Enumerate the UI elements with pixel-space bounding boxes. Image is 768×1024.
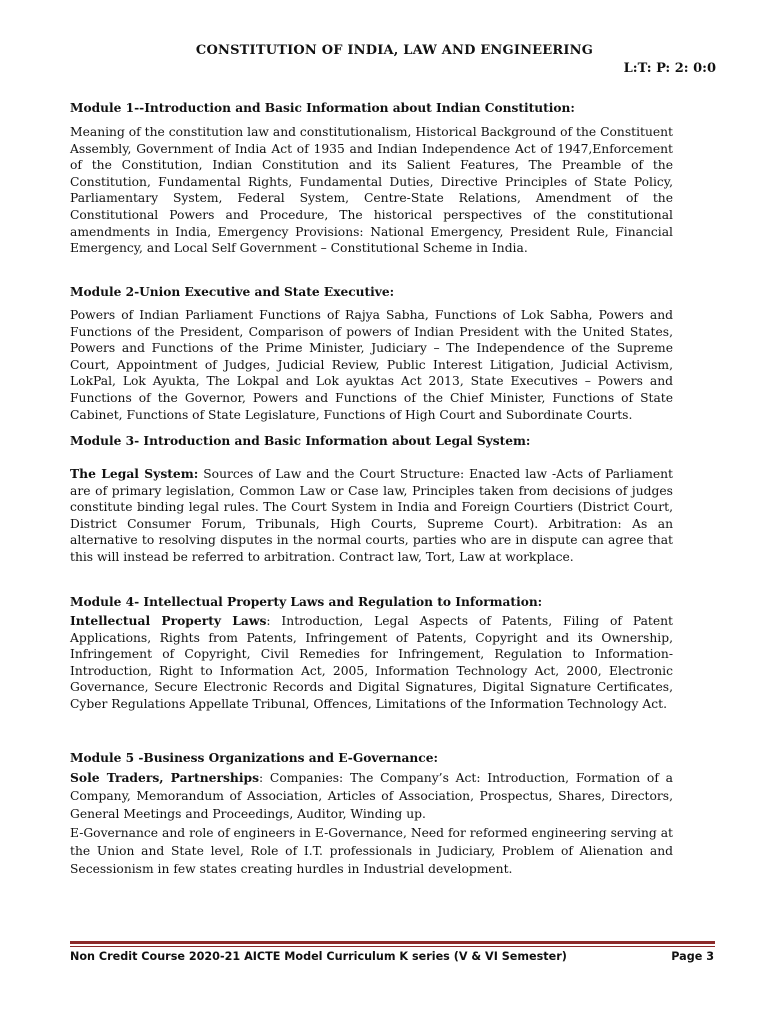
page-title: CONSTITUTION OF INDIA, LAW AND ENGINEERING — [195, 43, 594, 58]
module-2-body — [70, 307, 673, 423]
module-4-heading: Module 4- Intellectual Property Laws and Regulation to Information: — [70, 595, 543, 609]
module-3-heading: Module 3- Introduction and Basic Information about Legal System: — [70, 434, 531, 448]
footer-rule — [70, 941, 715, 947]
module-4-text: : Introduction, Legal Aspects of Patents, Filing of Patent Applications, Rights from Patents, Infringement of Patents, Copyright and its Ownership, Infringement of Copyright, Civil Remedies for Infringement, Regulation to Information-Introduction, Right to Information Act, 2005, Information Technology Act, 2000, Electronic Governance, Secure Electronic Records and Digital Signatures, Digital Signature Certificates, Cyber Regulations Appellate Tribunal, Offences, Limitations of the Information Technology Act. — [70, 614, 673, 711]
module-1-body — [70, 124, 673, 257]
module-3-text: Sources of Law and the Court Structure: Enacted law -Acts of Parliament are of primary legislation, Common Law or Case law, Principles taken from decisions of judges constitute binding legal rules. The Court System in India and Foreign Courtiers (District Court, District Consumer Forum, Tribunals, High Courts, Supreme Court). Arbitration: As an alternative to resolving disputes in the normal courts, parties who are in dispute can agree that this will instead be referred to arbitration. Contract law, Tort, Law at workplace. — [70, 467, 673, 564]
module-5-body — [70, 769, 673, 878]
module-4-lead: Intellectual Property Laws — [70, 613, 267, 628]
module-4-body — [70, 613, 673, 713]
module-2-heading: Module 2-Union Executive and State Executive: — [70, 285, 395, 299]
module-5-text: : Companies: The Company’s Act: Introduction, Formation of a Company, Memorandum of Association, Articles of Association, Prospectus, Shares, Directors, General Meetings and Proceedings, Auditor, Winding up. — [70, 771, 673, 822]
module-1-heading: Module 1--Introduction and Basic Information about Indian Constitution: — [70, 101, 575, 115]
module-1-text: Meaning of the constitution law and constitutionalism, Historical Background of the Constituent Assembly, Government of India Act of 1935 and Indian Independence Act of 1947,Enforcement of the Constitution, Indian Constitution and its Salient Features, The Preamble of the Constitution, Fundamental Rights, Fundamental Duties, Directive Principles of State Policy, Parliamentary System, Federal System, Centre-State Relations, Amendment of the Constitutional Powers and Procedure, The historical perspectives of the constitutional amendments in India, Emergency Provisions: National Emergency, President Rule, Financial Emergency, and Local Self Government – Constitutional Scheme in India. — [70, 125, 673, 256]
ltp-credits: L:T: P: 2: 0:0 — [623, 61, 716, 76]
module-3-body — [70, 466, 673, 566]
module-5-heading: Module 5 -Business Organizations and E-Governance: — [70, 751, 438, 765]
module-2-text: Powers of Indian Parliament Functions of Rajya Sabha, Functions of Lok Sabha, Powers and Functions of the President, Comparison of powers of Indian President with the United States, Powers and Functions of the Prime Minister, Judiciary – The Independence of the Supreme Court, Appointment of Judges, Judicial Review, Public Interest Litigation, Judicial Activism, LokPal, Lok Ayukta, The Lokpal and Lok ayuktas Act 2013, State Executives – Powers and Functions of the Governor, Powers and Functions of the Chief Minister, Functions of State Cabinet, Functions of State Legislature, Functions of High Court and Subordinate Courts. — [70, 308, 673, 422]
footer-course-info: Non Credit Course 2020-21 AICTE Model Curriculum K series (V & VI Semester) — [70, 950, 567, 963]
module-5-text-2: E-Governance and role of engineers in E-Governance, Need for reformed engineering serving at the Union and State level, Role of I.T. professionals in Judiciary, Problem of Alienation and Secessionism in few states creating hurdles in Industrial development. — [70, 825, 673, 877]
module-5-lead: Sole Traders, Partnerships — [70, 770, 260, 785]
module-3-lead: The Legal System: — [70, 466, 199, 481]
page-number: Page 3 — [671, 950, 714, 963]
